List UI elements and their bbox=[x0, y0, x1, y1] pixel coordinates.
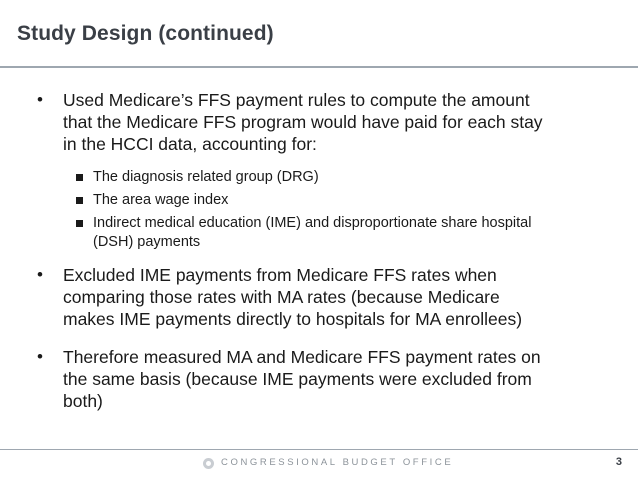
footer-divider bbox=[0, 449, 638, 450]
footer bbox=[0, 456, 638, 474]
sub-bullet-1-line-1: The diagnosis related group (DRG) bbox=[93, 169, 319, 185]
bullet-marker: • bbox=[37, 90, 43, 109]
bullet-2-line-1: Excluded IME payments from Medicare FFS rates when bbox=[63, 265, 497, 285]
bullet-1-line-2: that the Medicare FFS program would have paid for each stay bbox=[63, 112, 543, 132]
sub-bullet-2 bbox=[93, 191, 613, 210]
bullet-2-line-3: makes IME payments directly to hospitals for MA enrollees) bbox=[63, 309, 523, 329]
bullet-3-line-2: the same basis (because IME payments were excluded from bbox=[63, 369, 532, 389]
bullet-2-line-2: comparing those rates with MA rates (because Medicare bbox=[63, 287, 500, 307]
bullet-2 bbox=[63, 264, 623, 330]
page-number: 3 bbox=[615, 456, 622, 468]
bullet-marker: • bbox=[37, 347, 43, 366]
sub-bullet-3-line-1: Indirect medical education (IME) and disproportionate share hospital bbox=[93, 215, 532, 231]
sub-bullet-3-line-2: (DSH) payments bbox=[93, 234, 201, 250]
sub-bullet-marker bbox=[76, 174, 83, 181]
sub-bullet-3 bbox=[93, 214, 613, 252]
bullet-1 bbox=[63, 89, 623, 155]
title-divider bbox=[0, 66, 638, 68]
bullet-marker: • bbox=[37, 265, 43, 284]
cbo-logo-icon bbox=[203, 458, 214, 469]
bullet-1-line-3: in the HCCI data, accounting for: bbox=[63, 134, 317, 154]
slide-title: Study Design (continued) bbox=[17, 22, 274, 45]
footer-organization: CONGRESSIONAL BUDGET OFFICE bbox=[221, 457, 454, 468]
sub-bullet-2-line-1: The area wage index bbox=[93, 192, 229, 208]
sub-bullet-marker bbox=[76, 197, 83, 204]
bullet-3 bbox=[63, 346, 623, 412]
bullet-3-line-1: Therefore measured MA and Medicare FFS payment rates on bbox=[63, 347, 541, 367]
sub-bullet-marker bbox=[76, 220, 83, 227]
sub-bullet-1 bbox=[93, 168, 613, 187]
bullet-3-line-3: both) bbox=[63, 391, 103, 411]
bullet-1-line-1: Used Medicare’s FFS payment rules to compute the amount bbox=[63, 90, 530, 110]
